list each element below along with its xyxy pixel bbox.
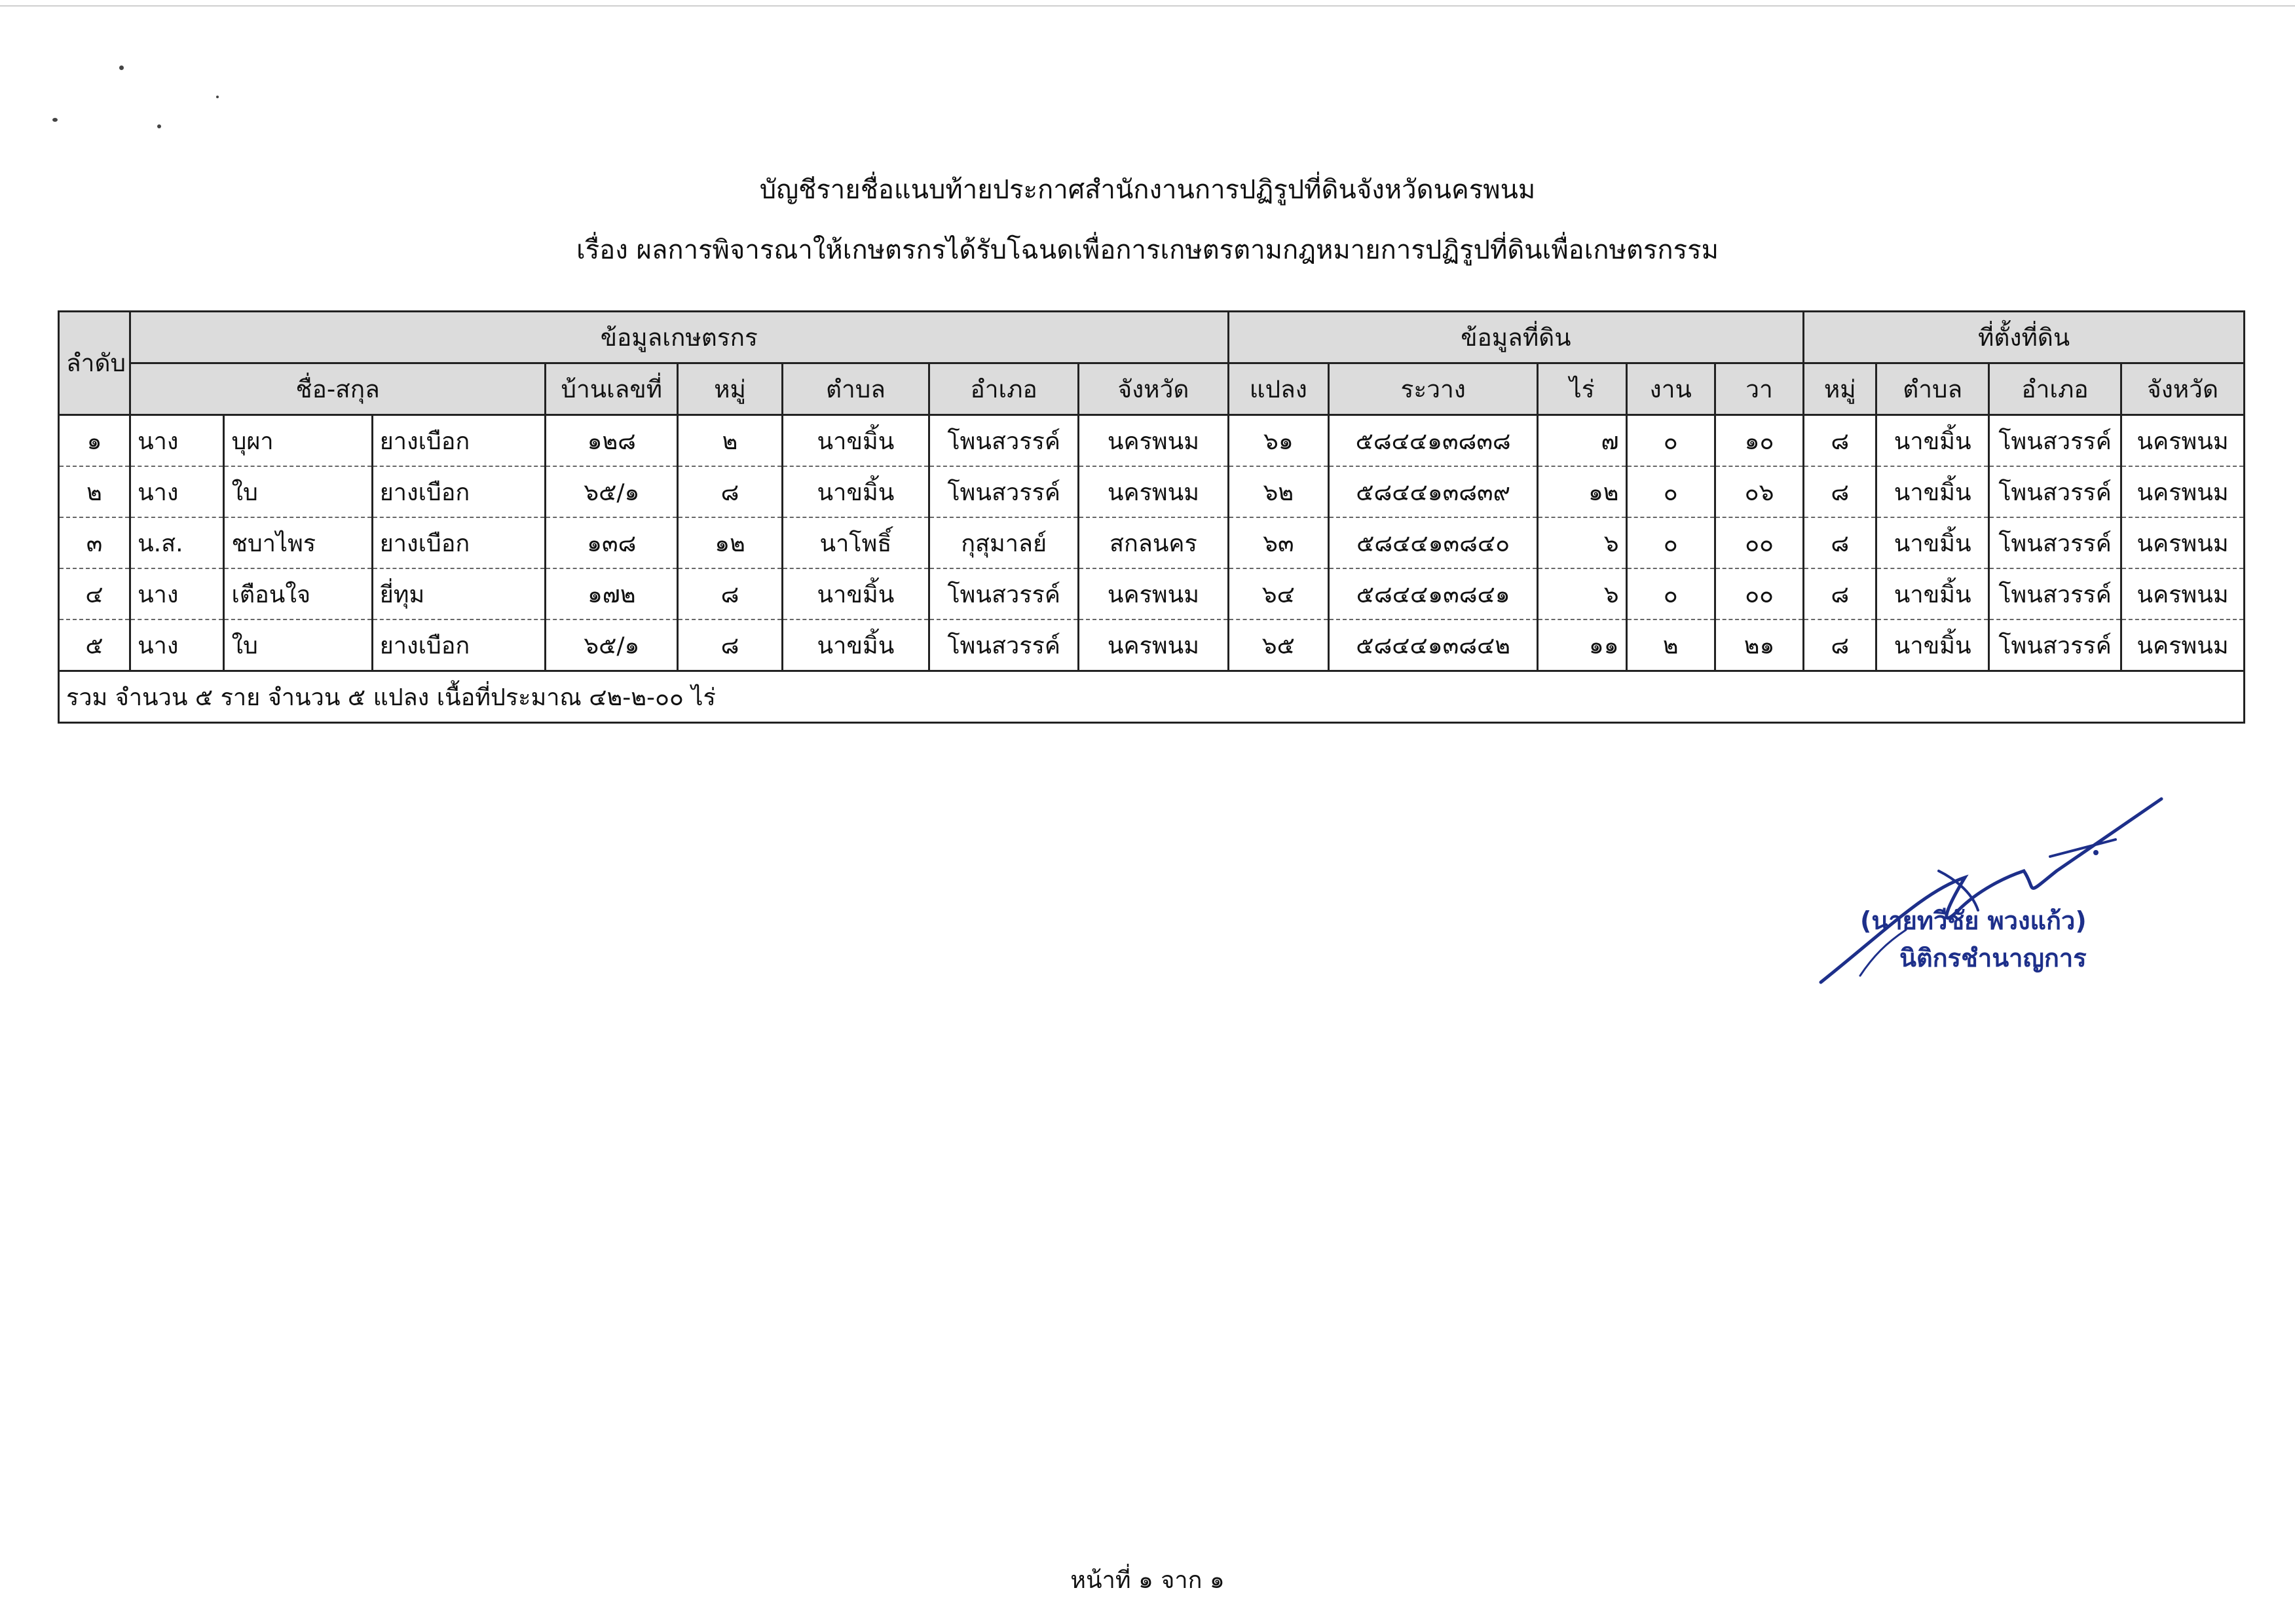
cell-amphoe: โพนสวรรค์ (929, 619, 1079, 671)
col-loc-moo-header: หมู่ (1804, 363, 1876, 415)
cell-province: นครพนม (1079, 568, 1228, 619)
cell-plot: ๖๕ (1228, 619, 1329, 671)
col-moo-header: หมู่ (678, 363, 783, 415)
cell-loc-province: นครพนม (2121, 619, 2245, 671)
farmer-info-header: ข้อมูลเกษตรกร (130, 312, 1229, 363)
col-loc-tambon-header: ตำบล (1876, 363, 1989, 415)
cell-loc-tambon: นาขมิ้น (1876, 415, 1989, 467)
cell-rawang: ๕๘๔๔๑๓๘๔๐ (1329, 517, 1538, 568)
cell-prefix: นาง (130, 568, 224, 619)
cell-moo: ๘ (678, 568, 783, 619)
document-title-line-1: บัญชีรายชื่อแนบท้ายประกาศสำนักงานการปฏิรูปที่ดินจังหวัดนครพนม (759, 175, 1536, 205)
cell-moo: ๑๒ (678, 517, 783, 568)
cell-rai: ๖ (1538, 517, 1626, 568)
cell-wa: ๐๐ (1715, 568, 1803, 619)
cell-loc-tambon: นาขมิ้น (1876, 466, 1989, 517)
summary-row (59, 671, 2245, 723)
cell-first-name: ชบาไพร (224, 517, 372, 568)
col-rai-header: ไร่ (1538, 363, 1626, 415)
cell-ngan: ๐ (1626, 415, 1715, 467)
cell-prefix: นาง (130, 415, 224, 467)
cell-last-name: ยางเบือก (372, 415, 546, 467)
cell-rai: ๑๑ (1538, 619, 1626, 671)
cell-ngan: ๐ (1626, 568, 1715, 619)
cell-loc-amphoe: โพนสวรรค์ (1989, 619, 2121, 671)
cell-house-no: ๑๒๘ (546, 415, 678, 467)
cell-loc-tambon: นาขมิ้น (1876, 517, 1989, 568)
cell-house-no: ๖๕/๑ (546, 466, 678, 517)
cell-seq: ๓ (59, 517, 130, 568)
table-row (59, 466, 2245, 517)
cell-plot: ๖๔ (1228, 568, 1329, 619)
cell-plot: ๖๒ (1228, 466, 1329, 517)
cell-prefix: น.ส. (130, 517, 224, 568)
cell-loc-moo: ๘ (1804, 619, 1876, 671)
document-title-line-2: เรื่อง ผลการพิจารณาให้เกษตรกรได้รับโฉนดเพื่อการเกษตรตามกฎหมายการปฏิรูปที่ดินเพื่อเกษตรกรรม (576, 235, 1719, 265)
cell-loc-tambon: นาขมิ้น (1876, 619, 1989, 671)
cell-tambon: นาโพธิ์ (782, 517, 929, 568)
cell-amphoe: โพนสวรรค์ (929, 415, 1079, 467)
cell-first-name: ใบ (224, 619, 372, 671)
table-row (59, 568, 2245, 619)
cell-house-no: ๖๕/๑ (546, 619, 678, 671)
col-wa-header: วา (1715, 363, 1803, 415)
cell-loc-moo: ๘ (1804, 517, 1876, 568)
col-ngan-header: งาน (1626, 363, 1715, 415)
signatory-name: (นายทวีชัย พวงแก้ว) (1860, 906, 2087, 935)
col-tambon-header: ตำบล (782, 363, 929, 415)
cell-first-name: บุผา (224, 415, 372, 467)
col-house-no-header: บ้านเลขที่ (546, 363, 678, 415)
header-column-row (59, 363, 2245, 415)
cell-tambon: นาขมิ้น (782, 415, 929, 467)
scan-top-edge (0, 5, 2295, 7)
cell-moo: ๘ (678, 466, 783, 517)
cell-wa: ๑๐ (1715, 415, 1803, 467)
cell-tambon: นาขมิ้น (782, 568, 929, 619)
cell-loc-moo: ๘ (1804, 568, 1876, 619)
col-plot-header: แปลง (1228, 363, 1329, 415)
col-rawang-header: ระวาง (1329, 363, 1538, 415)
cell-province: นครพนม (1079, 415, 1228, 467)
cell-tambon: นาขมิ้น (782, 619, 929, 671)
cell-loc-tambon: นาขมิ้น (1876, 568, 1989, 619)
cell-tambon: นาขมิ้น (782, 466, 929, 517)
cell-province: นครพนม (1079, 619, 1228, 671)
summary-text: รวม จำนวน ๕ ราย จำนวน ๕ แปลง เนื้อที่ประมาณ ๔๒-๒-๐๐ ไร่ (59, 671, 2245, 723)
cell-loc-moo: ๘ (1804, 415, 1876, 467)
col-seq-header: ลำดับ (59, 312, 130, 415)
cell-seq: ๕ (59, 619, 130, 671)
cell-moo: ๘ (678, 619, 783, 671)
land-location-header: ที่ตั้งที่ดิน (1804, 312, 2245, 363)
cell-amphoe: กุสุมาลย์ (929, 517, 1079, 568)
col-loc-province-header: จังหวัด (2121, 363, 2245, 415)
cell-prefix: นาง (130, 619, 224, 671)
cell-moo: ๒ (678, 415, 783, 467)
cell-rai: ๗ (1538, 415, 1626, 467)
cell-loc-amphoe: โพนสวรรค์ (1989, 466, 2121, 517)
cell-first-name: ใบ (224, 466, 372, 517)
cell-ngan: ๐ (1626, 517, 1715, 568)
cell-loc-amphoe: โพนสวรรค์ (1989, 415, 2121, 467)
cell-last-name: ยางเบือก (372, 619, 546, 671)
cell-seq: ๑ (59, 415, 130, 467)
cell-loc-province: นครพนม (2121, 517, 2245, 568)
land-title-table (58, 310, 2245, 724)
cell-house-no: ๑๗๒ (546, 568, 678, 619)
cell-loc-province: นครพนม (2121, 568, 2245, 619)
cell-wa: ๐๖ (1715, 466, 1803, 517)
cell-rai: ๑๒ (1538, 466, 1626, 517)
cell-loc-province: นครพนม (2121, 466, 2245, 517)
cell-loc-amphoe: โพนสวรรค์ (1989, 568, 2121, 619)
col-province-header: จังหวัด (1079, 363, 1228, 415)
cell-amphoe: โพนสวรรค์ (929, 466, 1079, 517)
cell-house-no: ๑๓๘ (546, 517, 678, 568)
cell-rai: ๖ (1538, 568, 1626, 619)
signatory-position: นิติกรชำนาญการ (1899, 944, 2087, 972)
cell-last-name: ยางเบือก (372, 466, 546, 517)
cell-first-name: เตือนใจ (224, 568, 372, 619)
cell-ngan: ๒ (1626, 619, 1715, 671)
cell-rawang: ๕๘๔๔๑๓๘๓๙ (1329, 466, 1538, 517)
scan-speck (119, 65, 124, 70)
cell-loc-province: นครพนม (2121, 415, 2245, 467)
table-row (59, 415, 2245, 467)
cell-loc-amphoe: โพนสวรรค์ (1989, 517, 2121, 568)
cell-wa: ๒๑ (1715, 619, 1803, 671)
cell-rawang: ๕๘๔๔๑๓๘๓๘ (1329, 415, 1538, 467)
cell-seq: ๔ (59, 568, 130, 619)
cell-last-name: ยี่ทุม (372, 568, 546, 619)
table-row (59, 517, 2245, 568)
cell-wa: ๐๐ (1715, 517, 1803, 568)
cell-ngan: ๐ (1626, 466, 1715, 517)
header-group-row (59, 312, 2245, 363)
page-number: หน้าที่ ๑ จาก ๑ (1070, 1567, 1225, 1594)
cell-rawang: ๕๘๔๔๑๓๘๔๒ (1329, 619, 1538, 671)
land-info-header: ข้อมูลที่ดิน (1228, 312, 1804, 363)
scan-speck (216, 96, 219, 98)
col-loc-amphoe-header: อำเภอ (1989, 363, 2121, 415)
table-row (59, 619, 2245, 671)
cell-last-name: ยางเบือก (372, 517, 546, 568)
cell-loc-moo: ๘ (1804, 466, 1876, 517)
col-name-header: ชื่อ-สกุล (130, 363, 546, 415)
cell-plot: ๖๑ (1228, 415, 1329, 467)
cell-plot: ๖๓ (1228, 517, 1329, 568)
cell-province: สกลนคร (1079, 517, 1228, 568)
scan-speck (157, 124, 161, 128)
cell-province: นครพนม (1079, 466, 1228, 517)
cell-prefix: นาง (130, 466, 224, 517)
cell-amphoe: โพนสวรรค์ (929, 568, 1079, 619)
cell-rawang: ๕๘๔๔๑๓๘๔๑ (1329, 568, 1538, 619)
col-amphoe-header: อำเภอ (929, 363, 1079, 415)
scan-speck (52, 118, 58, 122)
cell-seq: ๒ (59, 466, 130, 517)
